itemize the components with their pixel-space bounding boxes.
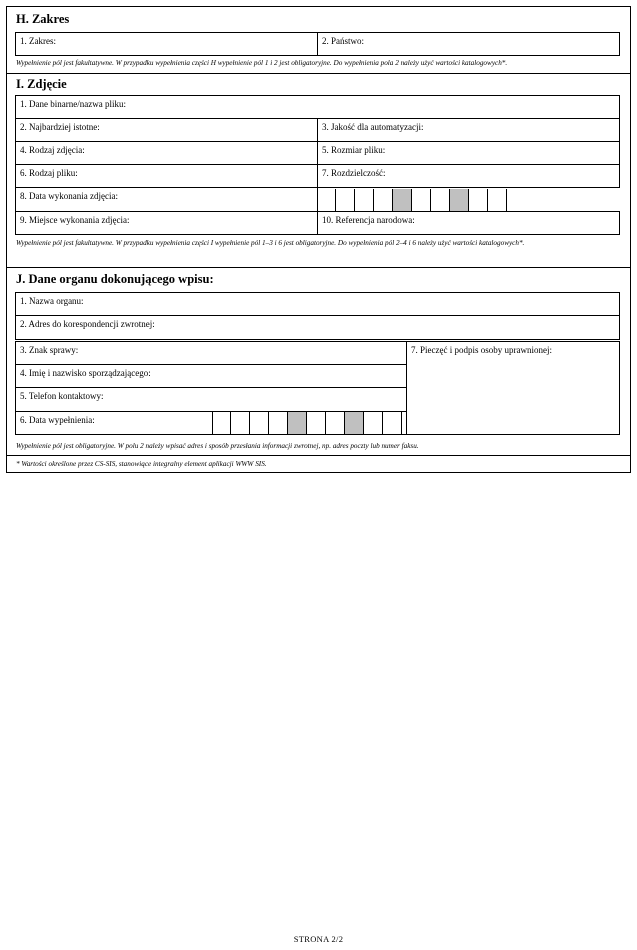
divider	[7, 73, 630, 74]
date-cell[interactable]	[364, 412, 383, 434]
file-type-field[interactable]: 6. Rodzaj pliku:	[15, 164, 318, 188]
date-cell[interactable]	[250, 412, 269, 434]
date-cell[interactable]	[488, 189, 507, 211]
section-h-note: Wypełnienie pól jest fakultatywne. W przypadku wypełnienia części H wypełnienie pól 1 i 2 jest obligatoryjne. Do wypełnienia pola 2 należy użyć wartości katalogowych*.	[16, 59, 508, 67]
date-cell[interactable]	[374, 189, 393, 211]
section-j-note: Wypełnienie pól jest obligatoryjne. W polu 2 należy wpisać adres i sposób przesłania informacji zwrotnej, np. adres poczty lub numer faksu.	[16, 442, 419, 450]
date-separator	[393, 189, 412, 211]
footnote: * Wartości określone przez CS-SIS, stanowiące integralny element aplikacji WWW SIS.	[16, 460, 267, 468]
contact-phone-field[interactable]: 5. Telefon kontaktowy:	[15, 387, 407, 412]
fill-date-field[interactable]: 6. Data wypełnienia:	[15, 411, 407, 435]
photo-place-field[interactable]: 9. Miejsce wykonania zdjęcia:	[15, 211, 318, 235]
most-relevant-field[interactable]: 2. Najbardziej istotne:	[15, 118, 318, 142]
automation-quality-field[interactable]: 3. Jakość dla automatyzacji:	[317, 118, 620, 142]
divider	[7, 455, 630, 456]
date-separator	[345, 412, 364, 434]
date-cell[interactable]	[307, 412, 326, 434]
date-separator	[450, 189, 469, 211]
file-size-field[interactable]: 5. Rozmiar pliku:	[317, 141, 620, 165]
preparer-name-field[interactable]: 4. Imię i nazwisko sporządzającego:	[15, 364, 407, 388]
resolution-field[interactable]: 7. Rozdzielczość:	[317, 164, 620, 188]
form-frame	[6, 6, 631, 473]
date-separator	[288, 412, 307, 434]
section-h-title: H. Zakres	[16, 12, 70, 26]
divider	[7, 267, 630, 268]
date-cell[interactable]	[317, 189, 336, 211]
authority-name-field[interactable]: 1. Nazwa organu:	[15, 292, 620, 316]
panstwo-field[interactable]: 2. Państwo:	[317, 32, 620, 56]
date-cell[interactable]	[336, 189, 355, 211]
date-cell[interactable]	[412, 189, 431, 211]
date-cell[interactable]	[431, 189, 450, 211]
page-label: STRONA 2/2	[293, 934, 344, 944]
section-i-note: Wypełnienie pól jest fakultatywne. W przypadku wypełnienia części I wypełnienie pól 1–3 i 6 jest obligatoryjne. Do wypełnienia pól 2–4 i 6 należy użyć wartości katalogowych*.	[16, 239, 525, 247]
photo-date-cells[interactable]	[317, 189, 507, 211]
binary-data-field[interactable]: 1. Dane binarne/nazwa pliku:	[15, 95, 620, 119]
date-cell[interactable]	[469, 189, 488, 211]
section-i-title: I. Zdjęcie	[16, 77, 67, 91]
date-cell[interactable]	[231, 412, 250, 434]
date-cell[interactable]	[355, 189, 374, 211]
photo-type-field[interactable]: 4. Rodzaj zdjęcia:	[15, 141, 318, 165]
fill-date-cells[interactable]	[212, 412, 402, 434]
date-cell[interactable]	[326, 412, 345, 434]
zakres-field[interactable]: 1. Zakres:	[15, 32, 318, 56]
photo-date-field[interactable]: 8. Data wykonania zdjęcia:	[15, 187, 318, 212]
case-number-field[interactable]: 3. Znak sprawy:	[15, 341, 407, 365]
stamp-signature-field[interactable]: 7. Pieczęć i podpis osoby uprawnionej:	[406, 341, 620, 435]
section-j-title: J. Dane organu dokonującego wpisu:	[16, 272, 214, 286]
national-reference-field[interactable]: 10. Referencja narodowa:	[317, 211, 620, 235]
date-cell[interactable]	[383, 412, 402, 434]
date-cell[interactable]	[269, 412, 288, 434]
return-address-field[interactable]: 2. Adres do korespondencji zwrotnej:	[15, 315, 620, 340]
date-cell[interactable]	[212, 412, 231, 434]
